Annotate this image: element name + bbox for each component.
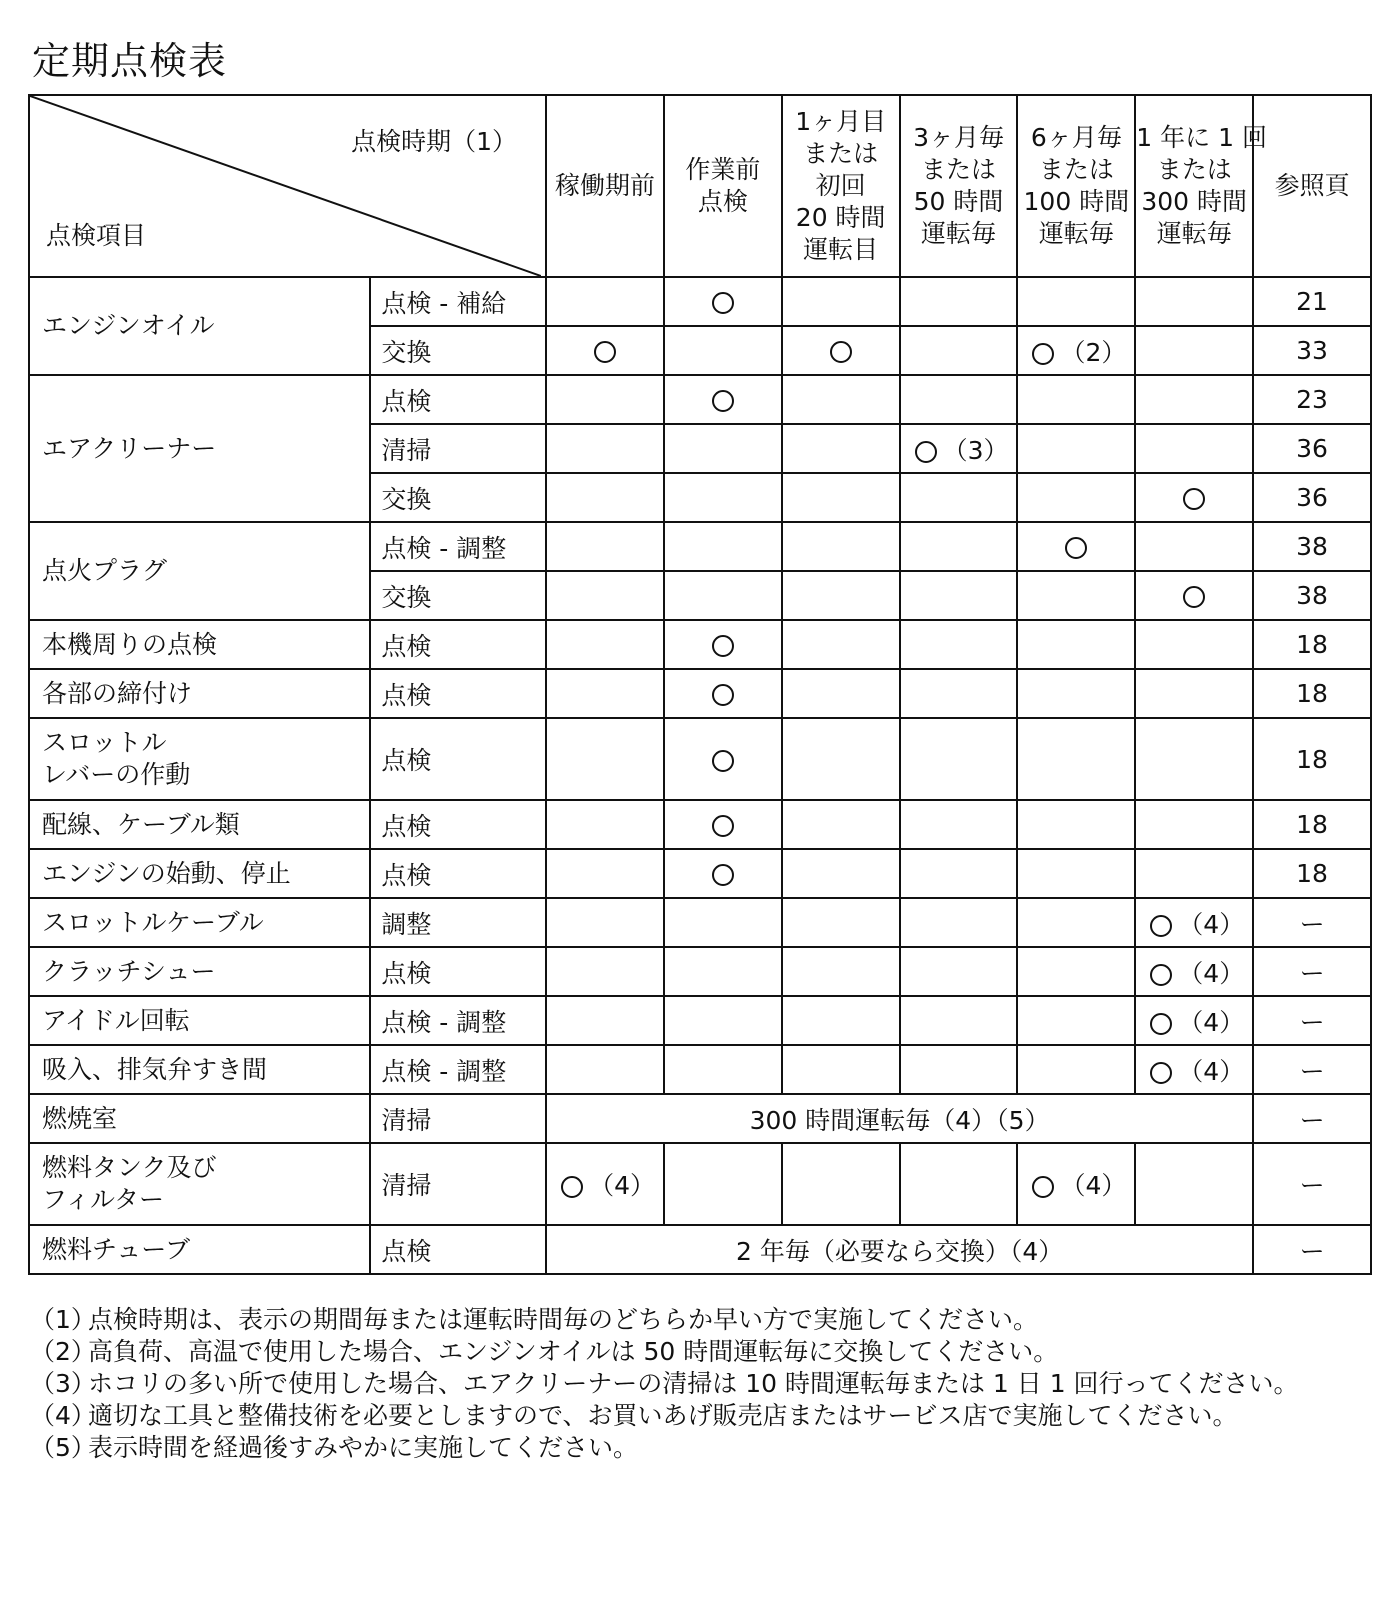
footnote-ref: （4）	[1178, 909, 1245, 939]
reference-page: 38	[1253, 522, 1371, 571]
reference-page: 18	[1253, 800, 1371, 849]
inspection-action: 交換	[370, 473, 546, 522]
footnote	[30, 1432, 1360, 1464]
schedule-cell	[664, 375, 782, 424]
table-row	[29, 800, 1371, 849]
reference-page: ー	[1253, 1143, 1371, 1225]
inspection-action: 点検	[370, 620, 546, 669]
schedule-cell	[782, 669, 900, 718]
schedule-cell	[1017, 375, 1135, 424]
schedule-cell	[900, 1143, 1018, 1225]
schedule-cell	[782, 620, 900, 669]
footnote-number: （1）	[30, 1305, 96, 1334]
schedule-cell	[900, 375, 1018, 424]
inspection-action: 調整	[370, 898, 546, 947]
inspection-item: スロットル レバーの作動	[29, 718, 370, 800]
footnote-ref: （4）	[1178, 1056, 1245, 1086]
schedule-cell	[1135, 326, 1253, 375]
check-circle-icon	[1150, 915, 1172, 937]
footnote-ref: （4）	[589, 1171, 655, 1200]
reference-page: 21	[1253, 277, 1371, 326]
schedule-cell	[900, 800, 1018, 849]
footnote-text: ホコリの多い所で使用した場合、エアクリーナーの清掃は 10 時間運転毎または 1 日 1 回行ってください。	[88, 1369, 1299, 1398]
schedule-cell	[1135, 375, 1253, 424]
footnotes	[30, 1304, 1360, 1464]
inspection-action: 清掃	[370, 1143, 546, 1225]
schedule-cell	[1017, 996, 1135, 1045]
schedule-cell	[782, 718, 900, 800]
schedule-cell	[1017, 571, 1135, 620]
schedule-cell	[782, 571, 900, 620]
schedule-cell	[1017, 522, 1135, 571]
inspection-item: 燃焼室	[29, 1094, 370, 1143]
table-row	[29, 1045, 1371, 1094]
page-title: 定期点検表	[32, 39, 228, 83]
footnote-ref: （2）	[1060, 337, 1127, 367]
table-row	[29, 1225, 1371, 1274]
footnote	[30, 1368, 1360, 1400]
schedule-cell	[1135, 522, 1253, 571]
schedule-cell	[1017, 718, 1135, 800]
table-header-row	[29, 95, 1371, 277]
schedule-cell	[664, 620, 782, 669]
check-circle-icon	[594, 341, 616, 363]
footnote-ref: （3）	[942, 435, 1009, 465]
schedule-cell	[546, 277, 664, 326]
schedule-cell	[546, 669, 664, 718]
schedule-cell	[1135, 849, 1253, 898]
reference-page: 33	[1253, 326, 1371, 375]
inspection-item: 本機周りの点検	[29, 620, 370, 669]
inspection-action: 点検	[370, 669, 546, 718]
table-body	[29, 277, 1371, 1274]
interval-span-text: 2 年毎（必要なら交換）（4）	[546, 1225, 1253, 1274]
schedule-cell	[1135, 800, 1253, 849]
reference-page: ー	[1253, 1045, 1371, 1094]
inspection-item-label: 点検項目	[46, 221, 147, 250]
table-row	[29, 620, 1371, 669]
schedule-cell	[900, 1045, 1018, 1094]
check-circle-icon	[1183, 586, 1205, 608]
schedule-cell	[900, 947, 1018, 996]
check-circle-icon	[830, 341, 852, 363]
table-row	[29, 277, 1371, 326]
schedule-cell	[782, 473, 900, 522]
schedule-cell	[900, 522, 1018, 571]
inspection-action: 点検	[370, 947, 546, 996]
check-circle-icon	[1150, 1013, 1172, 1035]
check-circle-icon	[712, 292, 734, 314]
schedule-cell	[546, 571, 664, 620]
schedule-cell	[664, 1045, 782, 1094]
schedule-cell	[664, 326, 782, 375]
table-row	[29, 996, 1371, 1045]
reference-page: 18	[1253, 620, 1371, 669]
check-circle-icon	[1065, 537, 1087, 559]
inspection-action: 点検 - 調整	[370, 522, 546, 571]
footnote-text: 表示時間を経過後すみやかに実施してください。	[88, 1433, 639, 1462]
footnote-ref: （4）	[1178, 1007, 1245, 1037]
footnote	[30, 1400, 1360, 1432]
inspection-action: 清掃	[370, 1094, 546, 1143]
schedule-cell	[1135, 620, 1253, 669]
inspection-action: 点検	[370, 800, 546, 849]
inspection-action: 点検	[370, 849, 546, 898]
schedule-cell	[900, 424, 1018, 473]
reference-page: 18	[1253, 849, 1371, 898]
footnote-text: 高負荷、高温で使用した場合、エンジンオイルは 50 時間運転毎に交換してください。	[88, 1337, 1059, 1366]
schedule-cell	[546, 473, 664, 522]
col-header-before-season: 稼働期前	[546, 95, 664, 277]
schedule-cell	[546, 375, 664, 424]
reference-page: ー	[1253, 947, 1371, 996]
table-row	[29, 375, 1371, 424]
schedule-cell	[900, 718, 1018, 800]
inspection-action: 点検	[370, 375, 546, 424]
check-circle-icon	[1032, 1176, 1054, 1198]
schedule-cell	[664, 898, 782, 947]
schedule-cell	[1017, 1045, 1135, 1094]
schedule-cell	[546, 849, 664, 898]
reference-page: 23	[1253, 375, 1371, 424]
col-header-reference-page: 参照頁	[1253, 95, 1371, 277]
footnote-number: （3）	[30, 1369, 96, 1398]
schedule-cell	[782, 1045, 900, 1094]
schedule-cell	[546, 947, 664, 996]
schedule-cell	[1017, 898, 1135, 947]
inspection-item: 各部の締付け	[29, 669, 370, 718]
schedule-cell	[900, 620, 1018, 669]
schedule-cell	[664, 849, 782, 898]
inspection-table	[28, 94, 1372, 1275]
reference-page: ー	[1253, 898, 1371, 947]
check-circle-icon	[712, 750, 734, 772]
schedule-cell	[546, 898, 664, 947]
inspection-item: エアクリーナー	[29, 375, 370, 522]
inspection-item: クラッチシュー	[29, 947, 370, 996]
schedule-cell	[664, 996, 782, 1045]
schedule-cell	[546, 996, 664, 1045]
schedule-cell	[900, 996, 1018, 1045]
schedule-cell	[1017, 473, 1135, 522]
footnote-number: （5）	[30, 1433, 96, 1462]
reference-page: 18	[1253, 718, 1371, 800]
schedule-cell	[782, 424, 900, 473]
schedule-cell	[546, 326, 664, 375]
schedule-cell	[900, 669, 1018, 718]
schedule-cell	[1135, 947, 1253, 996]
inspection-action: 点検	[370, 1225, 546, 1274]
reference-page: ー	[1253, 1225, 1371, 1274]
schedule-cell	[1017, 800, 1135, 849]
check-circle-icon	[712, 684, 734, 706]
schedule-cell	[1135, 571, 1253, 620]
schedule-cell	[782, 898, 900, 947]
table-row	[29, 522, 1371, 571]
schedule-cell	[664, 571, 782, 620]
footnote-ref: （4）	[1060, 1171, 1127, 1200]
schedule-cell	[782, 996, 900, 1045]
col-header-first-month: 1ヶ月目 または 初回 20 時間 運転目	[782, 95, 900, 277]
schedule-cell	[900, 898, 1018, 947]
schedule-cell	[782, 849, 900, 898]
check-circle-icon	[1150, 964, 1172, 986]
schedule-cell	[1017, 277, 1135, 326]
schedule-cell	[546, 1045, 664, 1094]
schedule-cell	[1135, 996, 1253, 1045]
footnote-ref: （4）	[1178, 958, 1245, 988]
schedule-cell	[664, 718, 782, 800]
schedule-cell	[1017, 669, 1135, 718]
schedule-cell	[1017, 620, 1135, 669]
footnote-text: 適切な工具と整備技術を必要としますので、お買いあげ販売店またはサービス店で実施してください。	[88, 1401, 1238, 1430]
schedule-cell	[664, 522, 782, 571]
footnote-number: （2）	[30, 1337, 96, 1366]
col-header-6-months: 6ヶ月毎 または 100 時間 運転毎	[1017, 95, 1135, 277]
schedule-cell	[782, 277, 900, 326]
inspection-item: 配線、ケーブル類	[29, 800, 370, 849]
schedule-cell	[664, 277, 782, 326]
inspection-action: 点検 - 調整	[370, 996, 546, 1045]
check-circle-icon	[712, 390, 734, 412]
schedule-cell	[782, 800, 900, 849]
table-row	[29, 718, 1371, 800]
col-header-yearly: 1 年に 1 回 または 300 時間 運転毎	[1135, 95, 1253, 277]
schedule-cell	[1135, 424, 1253, 473]
schedule-cell	[1017, 947, 1135, 996]
reference-page: 36	[1253, 473, 1371, 522]
schedule-cell	[1135, 718, 1253, 800]
inspection-item: スロットルケーブル	[29, 898, 370, 947]
schedule-cell	[1017, 326, 1135, 375]
schedule-cell	[664, 424, 782, 473]
schedule-cell	[546, 800, 664, 849]
inspection-item: 燃料タンク及び フィルター	[29, 1143, 370, 1225]
schedule-cell	[900, 326, 1018, 375]
inspection-period-label: 点検時期（1）	[351, 127, 518, 156]
schedule-cell	[1135, 473, 1253, 522]
schedule-cell	[664, 947, 782, 996]
schedule-cell	[900, 571, 1018, 620]
schedule-cell	[664, 1143, 782, 1225]
inspection-item: 燃料チューブ	[29, 1225, 370, 1274]
schedule-cell	[1135, 277, 1253, 326]
table-row	[29, 1143, 1371, 1225]
schedule-cell	[782, 947, 900, 996]
check-circle-icon	[712, 864, 734, 886]
footnote-text: 点検時期は、表示の期間毎または運転時間毎のどちらか早い方で実施してください。	[88, 1305, 1039, 1334]
inspection-action: 点検 - 調整	[370, 1045, 546, 1094]
inspection-action: 点検 - 補給	[370, 277, 546, 326]
diagonal-header-cell	[29, 95, 546, 277]
col-header-pre-work: 作業前 点検	[664, 95, 782, 277]
footnote	[30, 1336, 1360, 1368]
schedule-cell	[900, 849, 1018, 898]
inspection-action: 清掃	[370, 424, 546, 473]
schedule-cell	[900, 277, 1018, 326]
schedule-cell	[664, 800, 782, 849]
table-row	[29, 947, 1371, 996]
schedule-cell	[1135, 898, 1253, 947]
inspection-item: エンジンの始動、停止	[29, 849, 370, 898]
inspection-item: エンジンオイル	[29, 277, 370, 375]
check-circle-icon	[915, 441, 937, 463]
schedule-cell	[1135, 1045, 1253, 1094]
table-row	[29, 669, 1371, 718]
schedule-cell	[1017, 849, 1135, 898]
inspection-item: 吸入、排気弁すき間	[29, 1045, 370, 1094]
table-row	[29, 1094, 1371, 1143]
check-circle-icon	[712, 815, 734, 837]
inspection-item: 点火プラグ	[29, 522, 370, 620]
schedule-cell	[546, 718, 664, 800]
table-row	[29, 849, 1371, 898]
reference-page: ー	[1253, 996, 1371, 1045]
schedule-cell	[664, 473, 782, 522]
inspection-action: 点検	[370, 718, 546, 800]
inspection-action: 交換	[370, 326, 546, 375]
footnote-number: （4）	[30, 1401, 96, 1430]
schedule-cell	[1017, 424, 1135, 473]
check-circle-icon	[1150, 1062, 1172, 1084]
schedule-cell	[1017, 1143, 1135, 1225]
check-circle-icon	[1183, 488, 1205, 510]
schedule-cell	[546, 1143, 664, 1225]
schedule-cell	[546, 424, 664, 473]
footnote	[30, 1304, 1360, 1336]
check-circle-icon	[1032, 343, 1054, 365]
schedule-cell	[782, 375, 900, 424]
reference-page: 36	[1253, 424, 1371, 473]
schedule-cell	[664, 669, 782, 718]
reference-page: 18	[1253, 669, 1371, 718]
inspection-item: アイドル回転	[29, 996, 370, 1045]
col-header-3-months: 3ヶ月毎 または 50 時間 運転毎	[900, 95, 1018, 277]
reference-page: 38	[1253, 571, 1371, 620]
schedule-cell	[546, 522, 664, 571]
schedule-cell	[546, 620, 664, 669]
check-circle-icon	[561, 1176, 583, 1198]
reference-page: ー	[1253, 1094, 1371, 1143]
table-row	[29, 898, 1371, 947]
schedule-cell	[782, 326, 900, 375]
schedule-cell	[782, 522, 900, 571]
schedule-cell	[782, 1143, 900, 1225]
interval-span-text: 300 時間運転毎（4）（5）	[546, 1094, 1253, 1143]
inspection-action: 交換	[370, 571, 546, 620]
schedule-cell	[1135, 669, 1253, 718]
schedule-cell	[1135, 1143, 1253, 1225]
check-circle-icon	[712, 635, 734, 657]
schedule-cell	[900, 473, 1018, 522]
